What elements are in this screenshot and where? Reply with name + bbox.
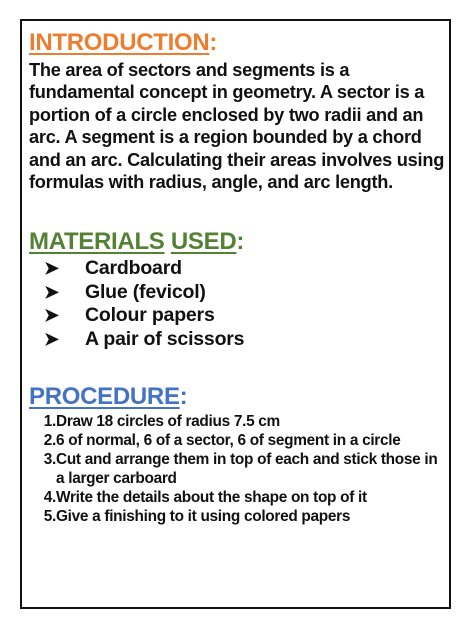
list-item bbox=[29, 488, 449, 507]
step-text: Draw 18 circles of radius 7.5 cm bbox=[56, 413, 280, 431]
materials-heading-word1: MATERIALS bbox=[29, 228, 165, 256]
list-item bbox=[29, 281, 449, 304]
step-number: 4. bbox=[43, 489, 56, 507]
materials-heading-colon: : bbox=[236, 228, 245, 256]
material-label: A pair of scissors bbox=[85, 327, 245, 350]
materials-list bbox=[29, 257, 449, 351]
introduction-heading-colon: : bbox=[209, 29, 218, 56]
introduction-paragraph: The area of sectors and segments is a fundamental concept in geometry. A sector is a portion of a circle enclosed by two radii and an arc. A segment is a region bounded by a chord and an arc. Calculating their areas involves using formulas with radius, angle, and arc length. bbox=[29, 60, 445, 193]
procedure-list bbox=[29, 412, 449, 526]
step-number: 2. bbox=[43, 432, 56, 450]
procedure-heading-colon: : bbox=[179, 383, 188, 411]
procedure-heading bbox=[29, 382, 449, 412]
step-text: Write the details about the shape on top of it bbox=[56, 489, 367, 507]
arrow-bullet-icon: ➤ bbox=[44, 305, 59, 326]
arrow-bullet-icon: ➤ bbox=[44, 258, 59, 279]
step-text: Cut and arrange them in top of each and stick those in a larger carboard bbox=[56, 451, 438, 488]
arrow-bullet-icon: ➤ bbox=[44, 328, 59, 349]
list-item bbox=[29, 450, 449, 488]
procedure-heading-text: PROCEDURE bbox=[29, 383, 180, 411]
step-text: Give a finishing to it using colored papers bbox=[56, 508, 351, 526]
material-label: Colour papers bbox=[85, 304, 215, 327]
materials-heading bbox=[29, 227, 449, 257]
step-number: 1. bbox=[43, 413, 56, 431]
list-item bbox=[29, 507, 449, 526]
arrow-bullet-icon: ➤ bbox=[44, 281, 59, 302]
list-item bbox=[29, 304, 449, 327]
step-number: 3. bbox=[43, 451, 56, 469]
list-item bbox=[29, 431, 449, 450]
step-number: 5. bbox=[43, 508, 56, 526]
list-item bbox=[29, 412, 449, 431]
document-content bbox=[29, 28, 449, 526]
list-item bbox=[29, 257, 449, 280]
introduction-heading-text: INTRODUCTION bbox=[29, 29, 210, 56]
material-label: Glue (fevicol) bbox=[85, 280, 206, 303]
list-item bbox=[29, 328, 449, 351]
material-label: Cardboard bbox=[85, 257, 182, 280]
materials-heading-word2: USED bbox=[170, 228, 237, 256]
step-text: 6 of normal, 6 of a sector, 6 of segment in a circle bbox=[56, 432, 401, 450]
introduction-heading bbox=[29, 28, 449, 58]
